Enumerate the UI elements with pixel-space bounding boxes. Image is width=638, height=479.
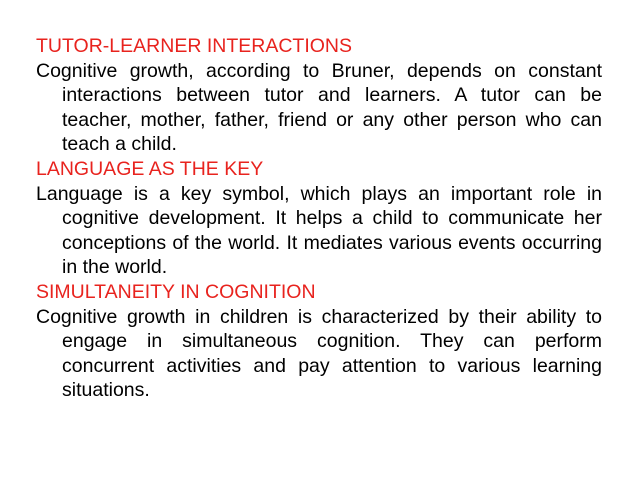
section-body: Cognitive growth, according to Bruner, depends on constant interactions between tutor and learners. A tutor can be teacher, mother, father, friend or any other person who can teach a child. [36,59,602,156]
section-heading: SIMULTANEITY IN COGNITION [36,280,316,303]
section-heading: LANGUAGE AS THE KEY [36,157,264,180]
section-heading: TUTOR-LEARNER INTERACTIONS [36,35,352,57]
section-language [36,157,602,280]
section-body: Language is a key symbol, which plays an important role in cognitive development. It helps a child to communicate her conceptions of the world. It mediates various events occurring in the world. [36,182,602,279]
section-body: Cognitive growth in children is characterized by their ability to engage in simultaneous cognition. They can perform concurrent activities and pay attention to various learning situations. [36,305,602,402]
section-tutor-learner [36,34,602,157]
slide-content [36,34,602,403]
section-simultaneity [36,280,602,403]
